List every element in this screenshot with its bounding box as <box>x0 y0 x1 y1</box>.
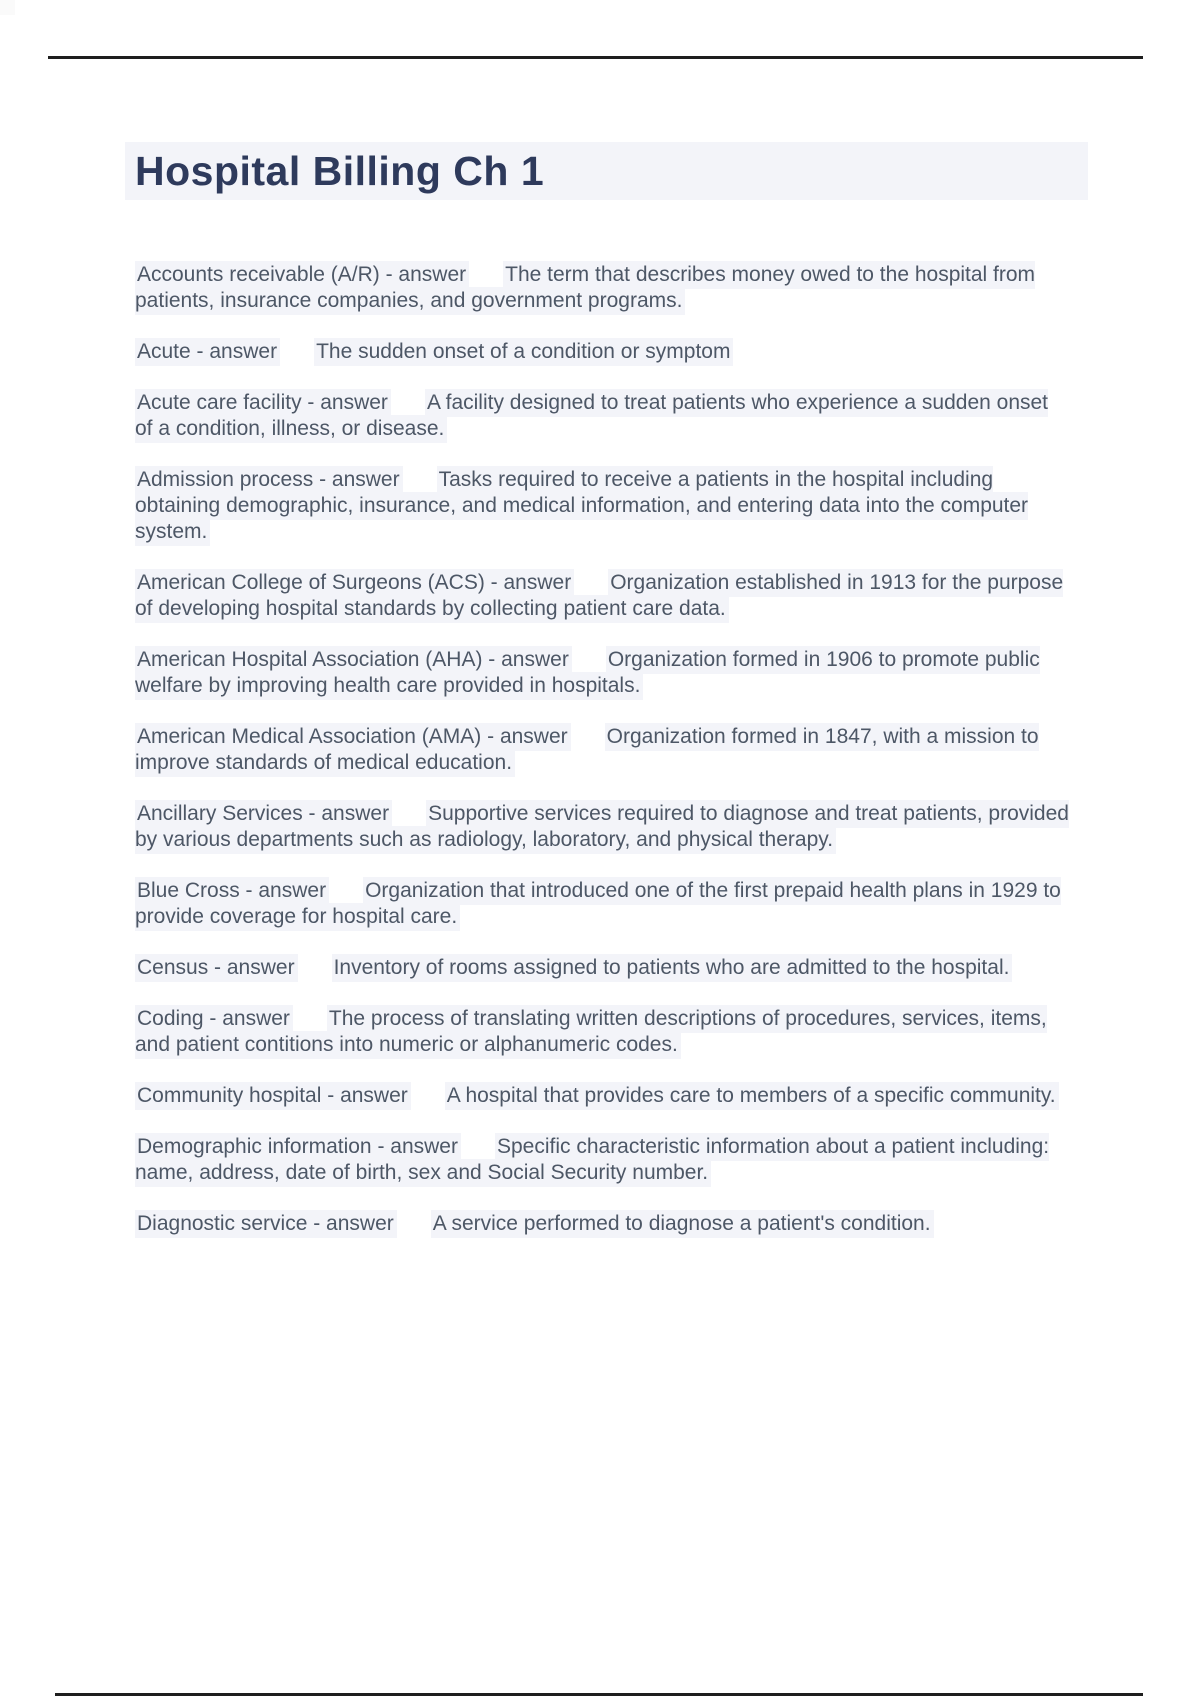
term-label: Admission process - answer <box>135 466 403 494</box>
glossary-entry <box>135 724 1070 776</box>
definition-text: Supportive services required to diagnose and treat patients, provided by various departments such as radiology, laboratory, and physical therapy. <box>135 800 1069 854</box>
definition-text: Organization established in 1913 for the purpose of developing hospital standards by collecting patient care data. <box>135 569 1063 623</box>
term-label: Demographic information - answer <box>135 1133 461 1161</box>
definition-text: The sudden onset of a condition or symptom <box>314 338 733 366</box>
definition-text: The term that describes money owed to the hospital from patients, insurance companies, and government programs. <box>135 261 1035 315</box>
glossary-entry <box>135 801 1070 853</box>
definition-text: A hospital that provides care to members of a specific community. <box>445 1082 1059 1110</box>
term-label: Ancillary Services - answer <box>135 800 392 828</box>
term-label: Census - answer <box>135 954 298 982</box>
term-label: Community hospital - answer <box>135 1082 411 1110</box>
glossary-entry <box>135 647 1070 699</box>
term-label: Blue Cross - answer <box>135 877 329 905</box>
glossary-entry <box>135 955 1070 981</box>
term-label: American Hospital Association (AHA) - answer <box>135 646 572 674</box>
definition-text: The process of translating written descriptions of procedures, services, items, and patient contitions into numeric or alphanumeric codes. <box>135 1005 1047 1059</box>
glossary-entry <box>135 1134 1070 1186</box>
term-label: American College of Surgeons (ACS) - answer <box>135 569 574 597</box>
definition-text: Inventory of rooms assigned to patients who are admitted to the hospital. <box>332 954 1013 982</box>
glossary-entry <box>135 1006 1070 1058</box>
corner-artifact <box>0 0 15 15</box>
definition-text: Organization that introduced one of the first prepaid health plans in 1929 to provide coverage for hospital care. <box>135 877 1061 931</box>
definition-text: Organization formed in 1847, with a mission to improve standards of medical education. <box>135 723 1039 777</box>
glossary-entry <box>135 390 1070 442</box>
term-label: Coding - answer <box>135 1005 293 1033</box>
title-highlight-band <box>125 142 1088 200</box>
definition-text: A facility designed to treat patients who experience a sudden onset of a condition, illness, or disease. <box>135 389 1048 443</box>
bottom-divider-line <box>55 1693 1143 1696</box>
glossary-entry <box>135 1211 1070 1237</box>
term-label: American Medical Association (AMA) - answer <box>135 723 571 751</box>
glossary-entry <box>135 570 1070 622</box>
glossary-entry <box>135 262 1070 314</box>
top-divider-line <box>48 56 1143 59</box>
term-label: Diagnostic service - answer <box>135 1210 397 1238</box>
term-label: Acute - answer <box>135 338 280 366</box>
glossary-entry <box>135 878 1070 930</box>
definition-text: Tasks required to receive a patients in the hospital including obtaining demographic, insurance, and medical information, and entering data into the computer system. <box>135 466 1028 546</box>
definition-text: A service performed to diagnose a patient's condition. <box>431 1210 934 1238</box>
term-label: Accounts receivable (A/R) - answer <box>135 261 469 289</box>
definition-text: Organization formed in 1906 to promote public welfare by improving health care provided in hospitals. <box>135 646 1040 700</box>
definition-text: Specific characteristic information about a patient including: name, address, date of birth, sex and Social Security number. <box>135 1133 1049 1187</box>
glossary-entry <box>135 467 1070 545</box>
glossary-list <box>135 262 1070 1262</box>
page-title: Hospital Billing Ch 1 <box>135 147 545 194</box>
glossary-entry <box>135 339 1070 365</box>
glossary-entry <box>135 1083 1070 1109</box>
term-label: Acute care facility - answer <box>135 389 391 417</box>
